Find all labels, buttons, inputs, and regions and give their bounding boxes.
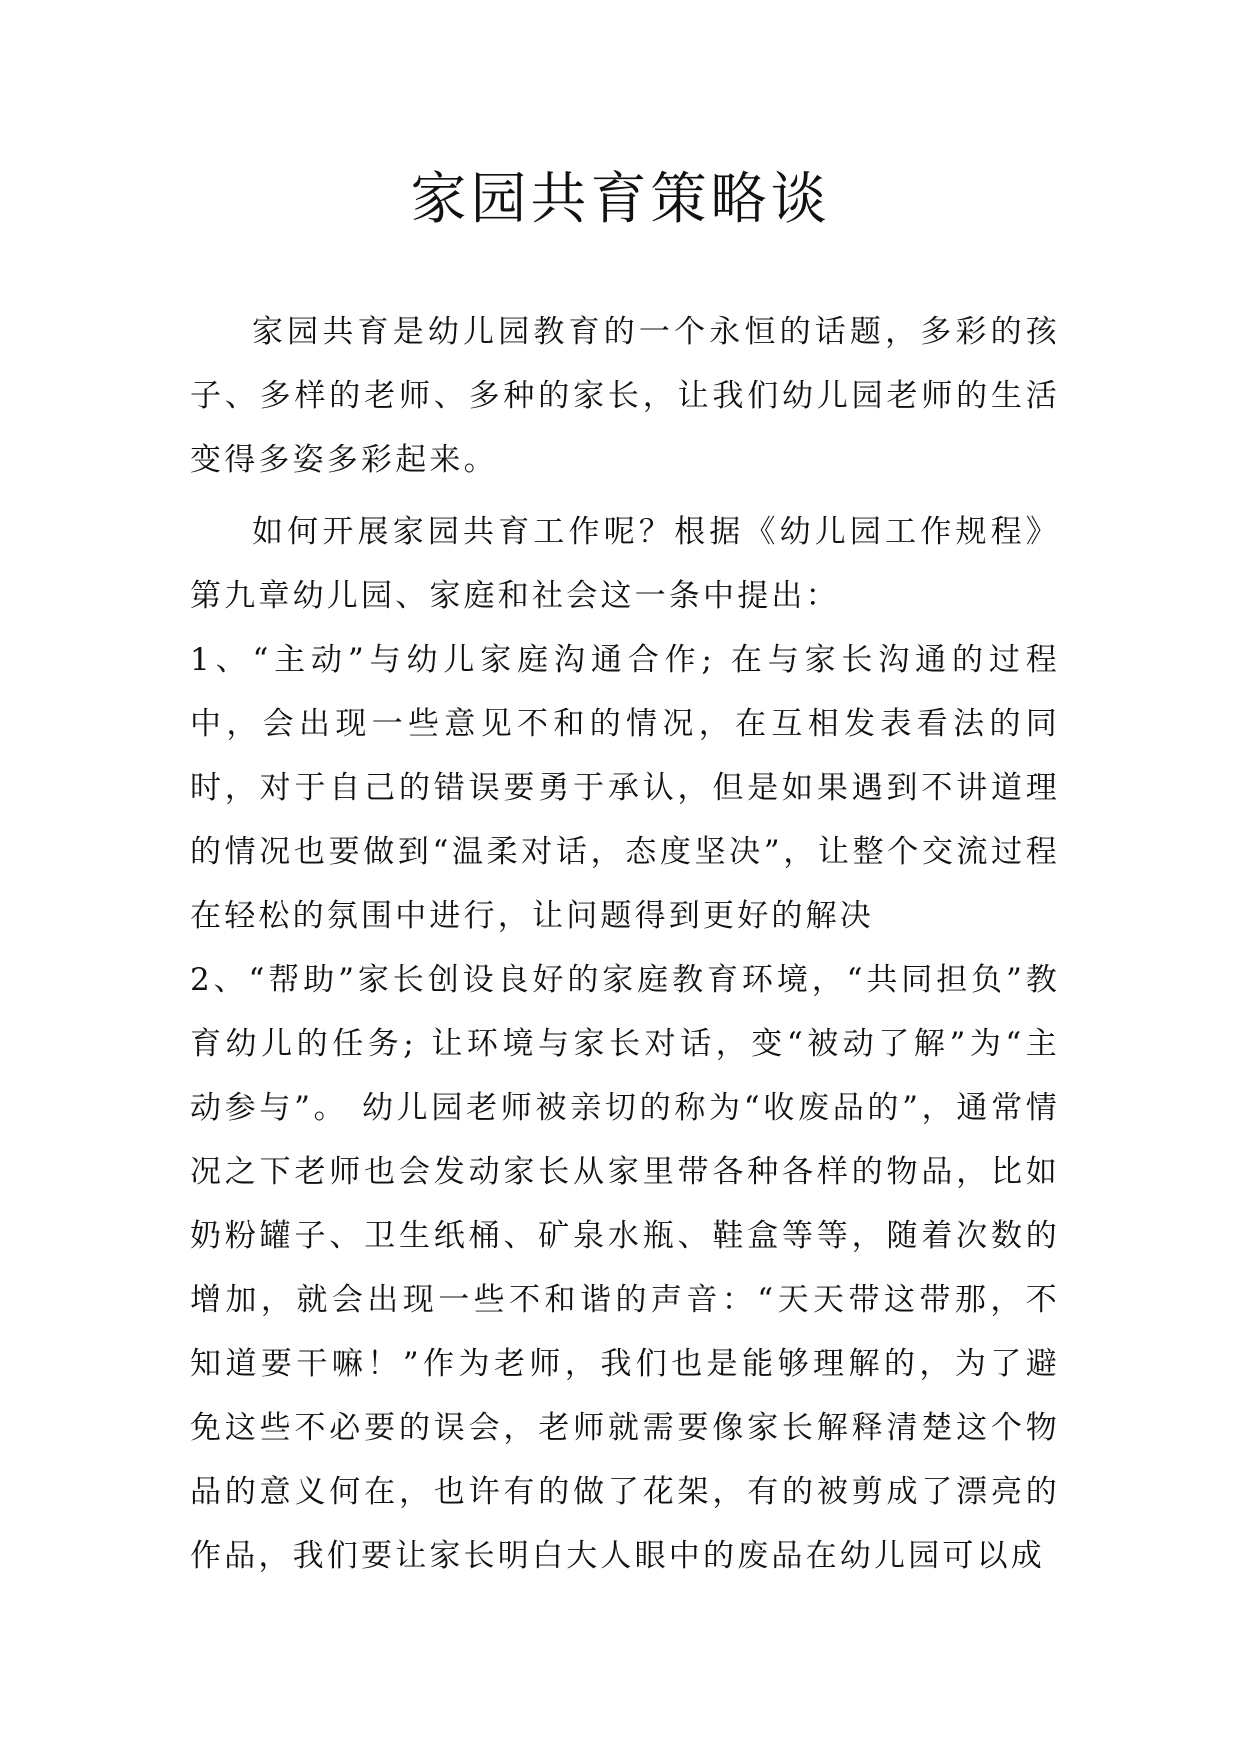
document-title: 家园共育策略谈 [410,167,831,232]
paragraph-item-1: 1、“主动”与幼儿家庭沟通合作; 在与家长沟通的过程中，会出现一些意见不和的情况，在互相发表看法的同时，对于自己的错误要勇于承认，但是如果遇到不讲道理的情况也要做到“温柔对话，态度坚决”，让整个交流过程在轻松的氛围中进行，让问题得到更好的解决 [190,642,1060,934]
paragraph-question: 如何开展家园共育工作呢？根据《幼儿园工作规程》第九章幼儿园、家庭和社会这一条中提出： [190,514,1060,614]
paragraph-intro: 家园共育是幼儿园教育的一个永恒的话题，多彩的孩子、多样的老师、多种的家长，让我们幼儿园老师的生活变得多姿多彩起来。 [190,314,1060,478]
paragraph-item-2: 2、“帮助”家长创设良好的家庭教育环境，“共同担负”教育幼儿的任务; 让环境与家长对话，变“被动了解”为“主动参与”。 幼儿园老师被亲切的称为“收废品的”，通常情况之下老师也会发动家长从家里带各种各样的物品，比如奶粉罐子、卫生纸桶、矿泉水瓶、鞋盒等等，随着次数的增加，就会出现一些不和谐的声音：“天天带这带那，不知道要干嘛！”作为老师，我们也是能够理解的，为了避免这些不必要的误会，老师就需要像家长解释清楚这个物品的意义何在，也许有的做了花架，有的被剪成了漂亮的作品，我们要让家长明白大人眼中的废品在幼儿园可以成 [190,962,1060,1574]
document-body [190,300,1060,1588]
